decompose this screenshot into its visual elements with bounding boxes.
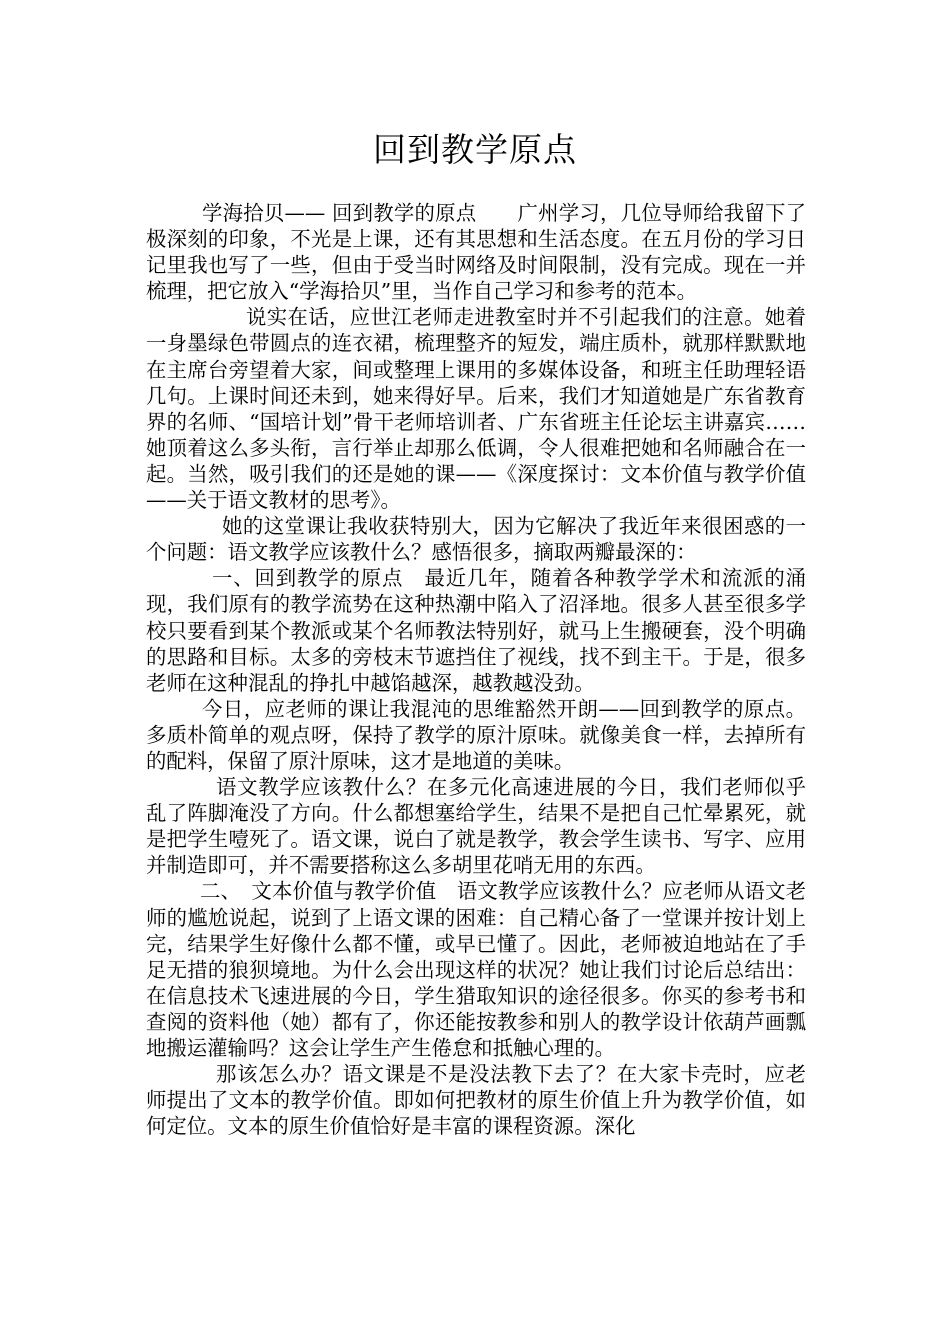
paragraph-lesson-gain: 她的这堂课让我收获特别大，因为它解决了我近年来很困惑的一个问题：语文教学应该教什么？感悟很多，摘取两瓣最深的： <box>146 514 806 565</box>
paragraph-today: 今日，应老师的课让我混沌的思维豁然开朗——回到教学的原点。多质朴简单的观点呀，保持了教学的原汁原味。就像美食一样，去掉所有的配料，保留了原汁原味，这才是地道的美味。 <box>146 696 806 773</box>
paragraph-what-to-teach: 语文教学应该教什么？在多元化高速进展的今日，我们老师似乎乱了阵脚淹没了方向。什么都想塞给学生，结果不是把自己忙晕累死，就是把学生噎死了。语文课，说白了就是教学，教会学生读书、写字、应用并制造即可，并不需要搭称这么多胡里花哨无用的东西。 <box>146 775 806 878</box>
document-title: 回到教学原点 <box>373 130 577 169</box>
paragraph-intro: 学海拾贝—— 回到教学的原点 广州学习，几位导师给我留下了极深刻的印象，不光是上课，还有其思想和生活态度。在五月份的学习日记里我也写了一些，但由于受当时网络及时间限制，没有完成。现在一并梳理，把它放入“学海拾贝”里，当作自己学习和参考的范本。 <box>146 201 806 304</box>
paragraph-teacher-description: 说实在话，应世江老师走进教室时并不引起我们的注意。她着一身墨绿色带圆点的连衣裙，梳理整齐的短发，端庄质朴，就那样默默地在主席台旁望着大家，间或整理上课用的多媒体设备，和班主任助理轻语几句。上课时间还未到，她来得好早。后来，我们才知道她是广东省教育界的名师、“国培计划”骨干老师培训者、广东省班主任论坛主讲嘉宾……她顶着这么多头衔，言行举止却那么低调，令人很难把她和名师融合在一起。当然，吸引我们的还是她的课——《深度探讨：文本价值与教学价值——关于语文教材的思考》。 <box>146 305 806 513</box>
paragraph-what-to-do: 那该怎么办？语文课是不是没法教下去了？在大家卡壳时，应老师提出了文本的教学价值。即如何把教材的原生价值上升为教学价值，如何定位。文本的原生价值恰好是丰富的课程资源。深化 <box>146 1062 806 1139</box>
paragraph-section-one: 一、回到教学的原点 最近几年，随着各种教学学术和流派的涌现，我们原有的教学流势在这种热潮中陷入了沼泽地。很多人甚至很多学校只要看到某个教派或某个名师教法特别好，就马上生搬硬套，没个明确的思路和目标。太多的旁枝末节遮挡住了视线，找不到主干。于是，很多老师在这种混乱的挣扎中越馅越深，越教越没劲。 <box>146 566 806 695</box>
document-body <box>146 200 806 1139</box>
paragraph-section-two: 二、 文本价值与教学价值 语文教学应该教什么？应老师从语文老师的尴尬说起，说到了上语文课的困难：自己精心备了一堂课并按计划上完，结果学生好像什么都不懂，或早已懂了。因此，老师被迫地站在了手足无措的狼狈境地。为什么会出现这样的状况？她让我们讨论后总结出：在信息技术飞速进展的今日，学生猎取知识的途径很多。你买的参考书和查阅的资料他（她）都有了，你还能按教参和别人的教学设计依葫芦画瓢地搬运灌输吗？这会让学生产生倦怠和抵触心理的。 <box>146 879 806 1060</box>
